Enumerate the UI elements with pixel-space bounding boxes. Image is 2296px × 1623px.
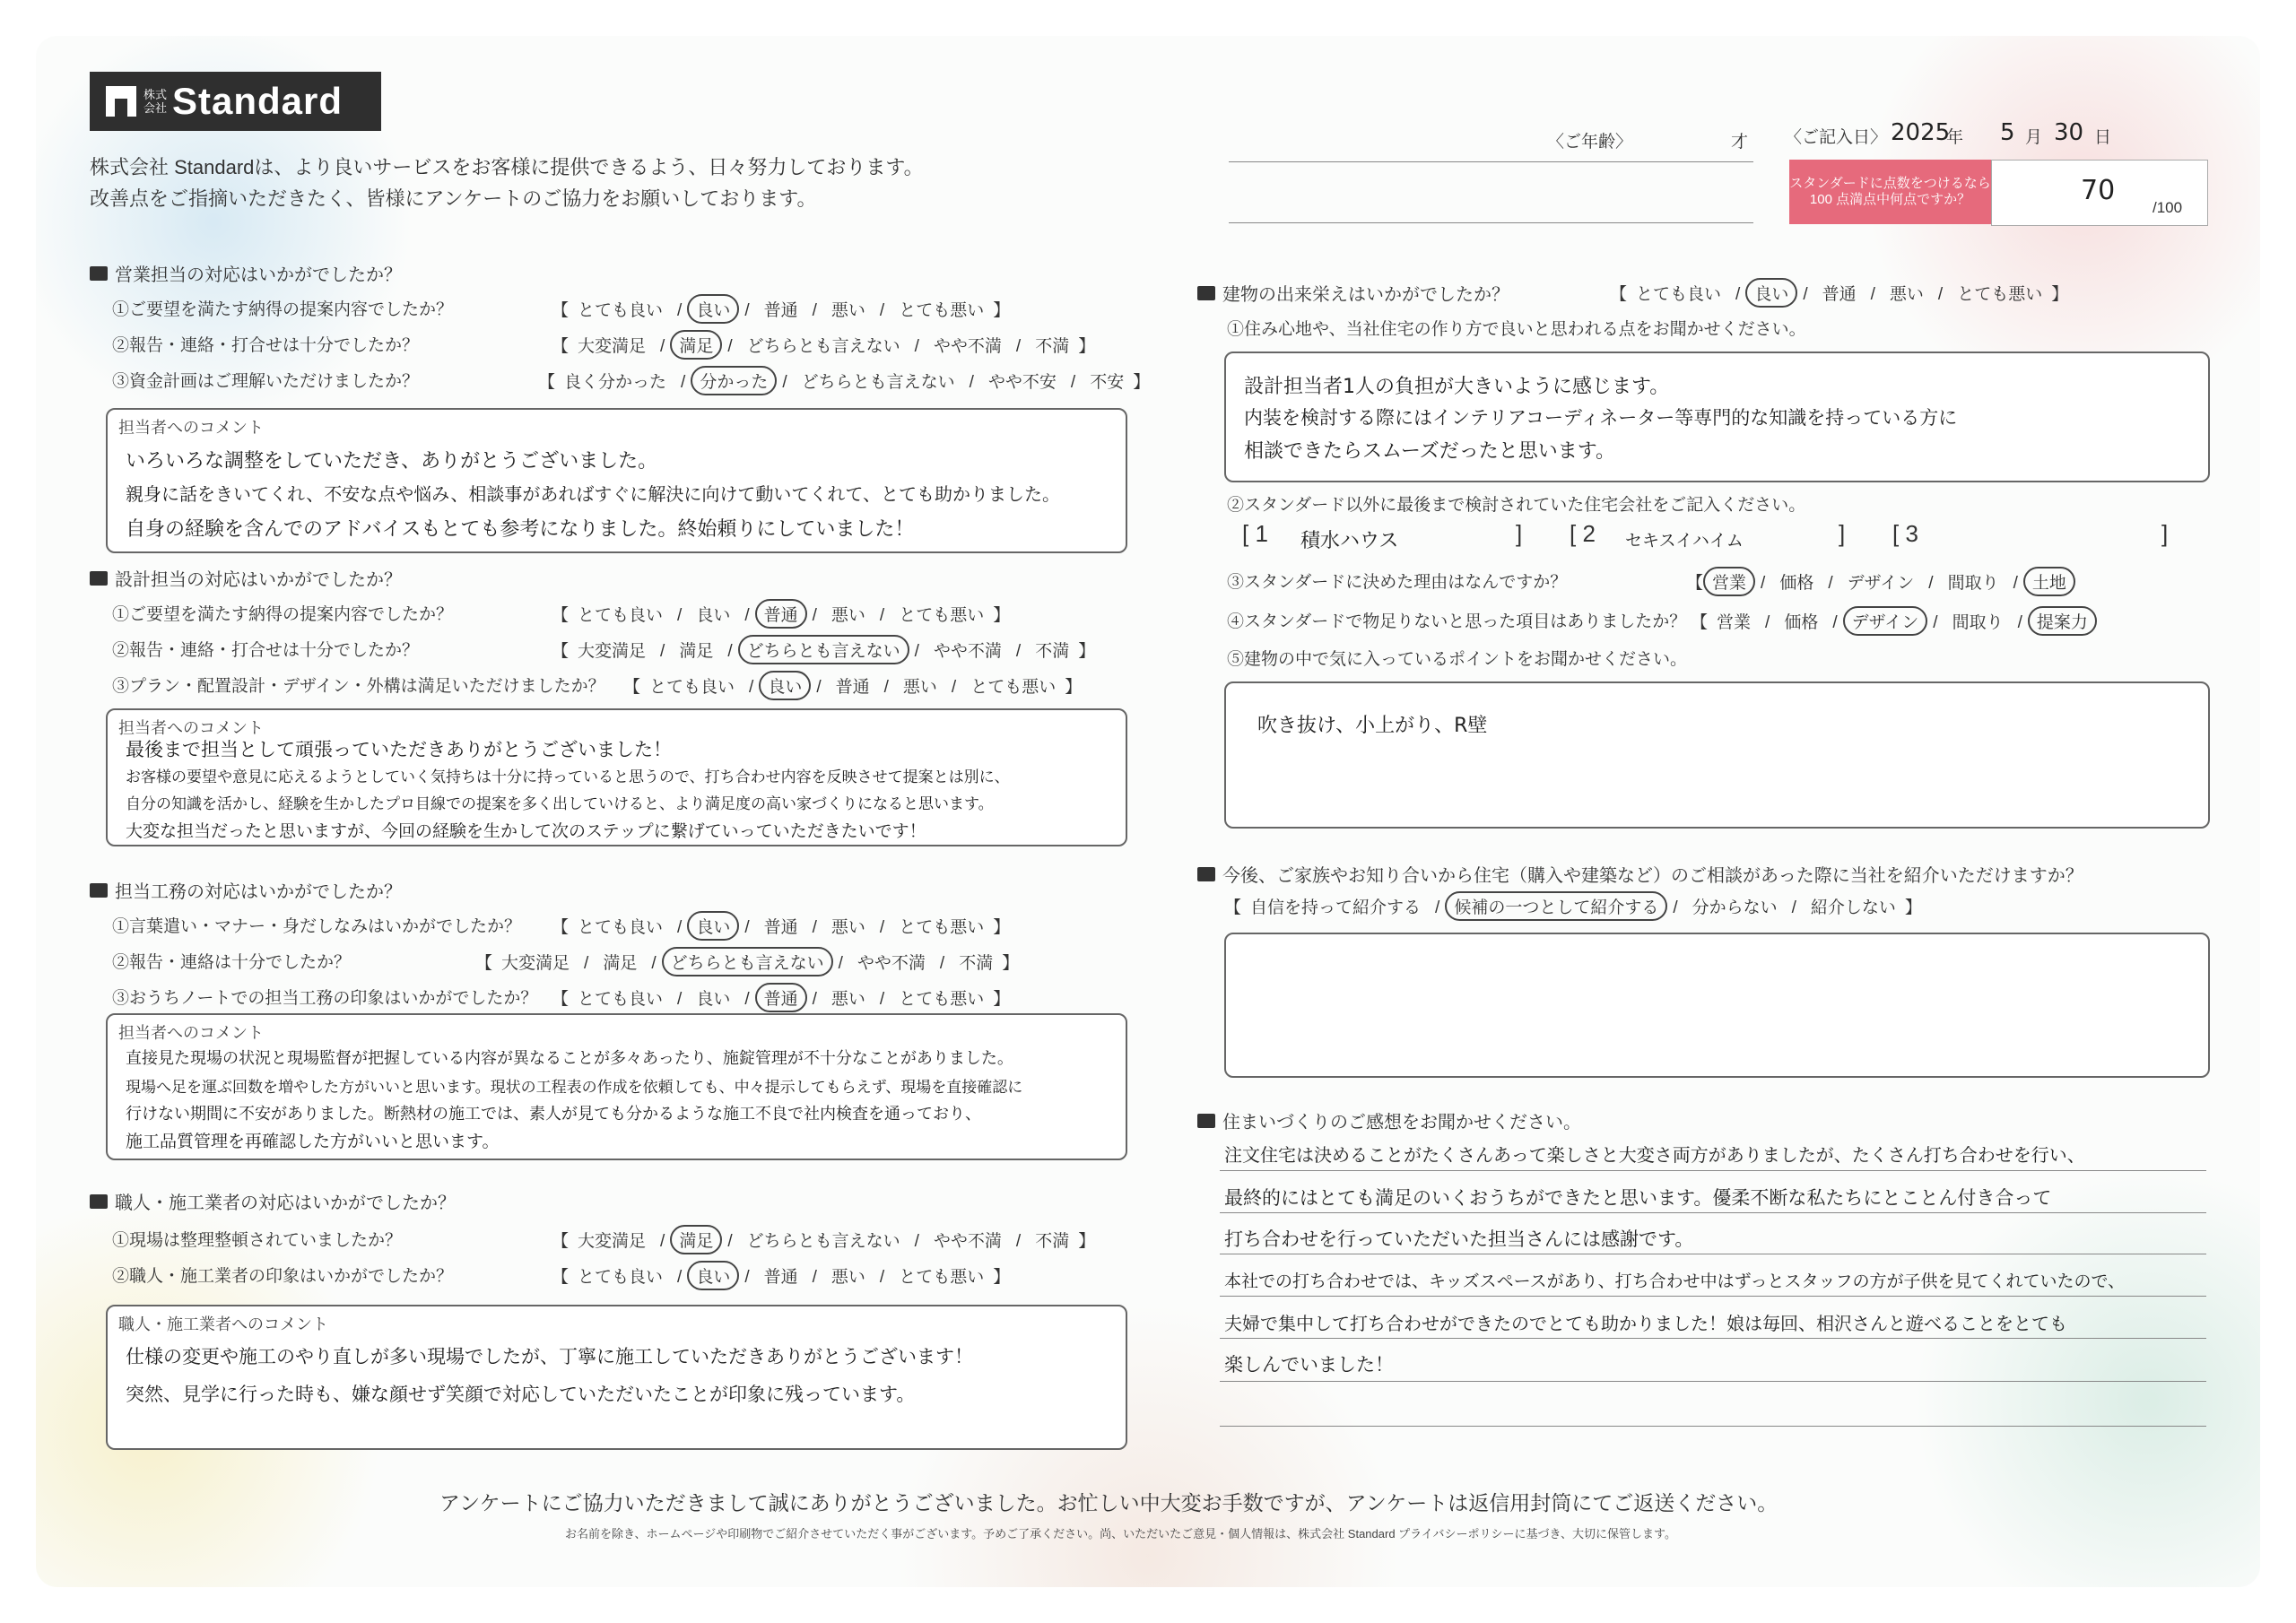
construction-q3: ③おうちノートでの担当工務の印象はいかがでしたか？ <box>112 989 538 1008</box>
age-unit: 才 <box>1731 133 1749 152</box>
impression-line: 本社での打ち合わせでは、キッズスペースがあり、打ち合わせ中はずっとスタッフの方が子供を見てくれていたので、 <box>1224 1271 2126 1291</box>
option-selected[interactable]: 良い <box>1745 278 1797 308</box>
year-unit: 年 <box>1946 128 1964 147</box>
score-prompt: スタンダードに点数をつけるなら 100 点満点中何点ですか？ <box>1789 160 1991 224</box>
option[interactable]: 普通 <box>763 301 798 320</box>
option[interactable]: 大変満足 <box>578 337 647 356</box>
option[interactable]: 普通 <box>835 678 870 697</box>
answer-line: 内装を検討する際にはインテリアコーディネーター等専門的な知識を持っている方に <box>1244 407 1958 429</box>
logo-company-type: 株式会社 <box>144 88 168 115</box>
option-selected[interactable]: どちらとも言えない <box>662 947 833 976</box>
footer-privacy-note: お名前を除き、ホームページや印刷物でご紹介させていただく事がございます。予めご了承ください。尚、いただいたご意見・個人情報は、株式会社 Standard プライバシーポリシーに基づき、大切に保管します。 <box>565 1527 1676 1541</box>
comment-line: 自分の知識を活かし、経験を生かしたプロ目線での提案を多く出していけると、より満足度の高い家づくりになると思います。 <box>126 795 994 813</box>
competitor-2[interactable]: セキスイハイム <box>1625 531 1744 551</box>
construction-q2: ②報告・連絡は十分でしたか？ <box>112 953 352 972</box>
option[interactable]: 大変満足 <box>501 954 570 973</box>
building-q1-answer-box[interactable] <box>1224 352 2210 482</box>
comment-line: 現場へ足を運ぶ回数を増やした方がいいと思います。現状の工程表の作成を依頼しても、中々提示してもらえず、現場を直接確認に <box>126 1079 1023 1097</box>
sales-section-title: 営業担当の対応はいかがでしたか？ <box>90 260 402 286</box>
score-max: /100 <box>2152 199 2183 216</box>
comment-line: 施工品質管理を再確認した方がいいと思います。 <box>126 1132 500 1151</box>
impression-line: 最終的にはとても満足のいくおうちができたと思います。優柔不断な私たちにとことん付き合って <box>1224 1187 2052 1209</box>
option[interactable]: とても悪い <box>1957 285 2043 304</box>
ruled-line <box>1220 1426 2206 1427</box>
option[interactable]: 良い <box>696 606 731 625</box>
house-logo-icon <box>106 86 136 117</box>
option[interactable]: やや不満 <box>933 642 1002 661</box>
ruled-line <box>1220 1212 2206 1213</box>
referral-comment-box[interactable] <box>1224 933 2210 1078</box>
option[interactable]: 悪い <box>831 301 865 320</box>
section-icon <box>90 266 108 281</box>
option[interactable]: やや不満 <box>857 954 926 973</box>
option-selected[interactable]: 候補の一つとして紹介する <box>1445 891 1667 921</box>
comment-label: 担当者へのコメント <box>118 419 264 437</box>
option[interactable]: どちらとも言えない <box>746 337 900 356</box>
sales-q1-options: 【 とても良い / 良い / 普通 / 悪い / とても悪い 】 <box>552 294 1010 324</box>
competitor-3-number: [ 3 <box>1892 520 1918 547</box>
impression-line: 楽しんでいました！ <box>1224 1354 1394 1376</box>
design-q2-options: 【 大変満足 / 満足 / どちらとも言えない / やや不満 / 不満 】 <box>552 635 1095 664</box>
option-selected[interactable]: 普通 <box>755 983 807 1012</box>
building-q3: ③スタンダードに決めた理由はなんですか？ <box>1227 573 1568 592</box>
option[interactable]: 不満 <box>1035 337 1070 356</box>
comment-line: 最後まで担当として頑張っていただきありがとうございました！ <box>126 739 672 760</box>
option[interactable]: 悪い <box>1889 285 1924 304</box>
option[interactable]: とても良い <box>578 990 664 1009</box>
construction-comment-box[interactable] <box>106 1013 1127 1160</box>
design-q1: ①ご要望を満たす納得の提案内容でしたか？ <box>112 605 454 624</box>
option[interactable]: とても良い <box>1636 285 1722 304</box>
design-section-title: 設計担当の対応はいかがでしたか？ <box>90 565 402 591</box>
date-year[interactable]: 2025 <box>1891 119 1951 146</box>
month-unit: 月 <box>2025 128 2043 147</box>
option[interactable]: 価格 <box>1779 574 1814 593</box>
construction-section-title: 担当工務の対応はいかがでしたか？ <box>90 877 402 903</box>
competitor-2-number: [ 2 <box>1570 520 1596 547</box>
comment-line: 自身の経験を含んでのアドバイスもとても参考になりました。終始頼りにしていました！ <box>126 518 915 541</box>
competitor-1[interactable]: 積水ハウス <box>1300 530 1399 552</box>
option[interactable]: 悪い <box>831 990 865 1009</box>
day-unit: 日 <box>2094 128 2112 147</box>
building-q1: ①住み心地や、当社住宅の作り方で良いと思われる点をお聞かせください。 <box>1227 320 1806 339</box>
option[interactable]: 不安 <box>1090 373 1125 392</box>
comment-line: いろいろな調整をしていただき、ありがとうございました。 <box>126 450 658 473</box>
building-q2: ②スタンダード以外に最後まで検討されていた住宅会社をご記入ください。 <box>1227 496 1806 515</box>
bracket-close: ] <box>1839 520 1846 547</box>
option[interactable]: どちらとも言えない <box>746 1232 900 1251</box>
score-value[interactable]: 70 <box>2081 175 2116 206</box>
section-icon <box>90 571 108 586</box>
craftsmen-q2-options: 【 とても良い / 良い / 普通 / 悪い / とても悪い 】 <box>552 1261 1010 1290</box>
sales-q3-options: 【 良く分かった / 分かった / どちらとも言えない / やや不安 / 不安 】 <box>538 366 1150 395</box>
option-selected[interactable]: デザイン <box>1843 606 1928 636</box>
option[interactable]: とても悪い <box>899 990 985 1009</box>
building-q5-answer-box[interactable] <box>1224 681 2210 829</box>
sales-q2: ②報告・連絡・打合せは十分でしたか？ <box>112 336 420 355</box>
option[interactable]: どちらとも言えない <box>801 373 955 392</box>
option-other-selected[interactable]: 土地 <box>2023 567 2075 596</box>
impression-line: 夫婦で集中して打ち合わせができたのでとても助かりました！娘は毎回、相沢さんと遊べることをとても <box>1224 1313 2067 1334</box>
option[interactable]: 間取り <box>1952 613 2004 632</box>
option-selected[interactable]: 普通 <box>755 599 807 629</box>
option[interactable]: 自信を持って紹介する <box>1250 898 1422 917</box>
option[interactable]: 不満 <box>1035 642 1070 661</box>
option[interactable]: 大変満足 <box>578 642 647 661</box>
option[interactable]: やや不安 <box>987 373 1057 392</box>
referral-section-title: 今後、ご家族やお知り合いから住宅（購入や建築など）のご相談があった際に当社を紹介いただけますか？ <box>1197 861 2083 887</box>
logo-brand-name: Standard <box>172 80 344 122</box>
option[interactable]: とても悪い <box>970 678 1057 697</box>
date-day[interactable]: 30 <box>2054 119 2084 146</box>
intro-line-2: 改善点をご指摘いただきたく、皆様にアンケートのご協力をお願いしております。 <box>90 187 817 210</box>
option[interactable]: とても良い <box>649 678 735 697</box>
competitor-1-number: [ 1 <box>1242 520 1268 547</box>
option-selected[interactable]: 営業 <box>1703 567 1755 596</box>
option[interactable]: 不満 <box>1035 1232 1070 1251</box>
name-line <box>1229 222 1753 223</box>
comment-line: 親身に話をきいてくれ、不安な点や悩み、相談事があればすぐに解決に向けて動いてくれて、とても助かりました。 <box>126 483 1060 505</box>
option[interactable]: 分からない <box>1692 898 1778 917</box>
footer-thanks: アンケートにご協力いただきまして誠にありがとうございました。お忙しい中大変お手数ですが、アンケートは返信用封筒にてご返送ください。 <box>439 1491 1779 1515</box>
option-selected[interactable]: 満足 <box>670 1225 722 1254</box>
section-icon <box>90 1194 108 1209</box>
ruled-line <box>1220 1296 2206 1297</box>
option[interactable]: とても悪い <box>899 301 985 320</box>
comment-line: 直接見た現場の状況と現場監督が把握している内容が異なることが多々あったり、施錠管理が不十分なことがありました。 <box>126 1049 1013 1068</box>
design-q3: ③プラン・配置設計・デザイン・外構は満足いただけましたか？ <box>112 677 605 696</box>
comment-label: 職人・施工業者へのコメント <box>118 1315 328 1333</box>
date-month[interactable]: 5 <box>2000 119 2015 146</box>
intro-line-1: 株式会社 Standardは、より良いサービスをお客様に提供できるよう、日々努力しております。 <box>90 156 924 178</box>
building-options: 【 とても良い / 良い / 普通 / 悪い / とても悪い 】 <box>1610 278 2068 308</box>
standard-logo <box>90 72 381 131</box>
option[interactable]: 価格 <box>1784 613 1819 632</box>
option[interactable]: 不満 <box>959 954 994 973</box>
option[interactable]: 営業 <box>1717 613 1752 632</box>
construction-q1: ①言葉遣い・マナー・身だしなみはいかがでしたか？ <box>112 917 522 936</box>
bracket-close: ] <box>1516 520 1523 547</box>
answer-line: 設計担当者1人の負担が大きいように感じます。 <box>1244 376 1670 398</box>
comment-label: 担当者へのコメント <box>118 1024 264 1042</box>
option[interactable]: とても良い <box>578 301 664 320</box>
option-selected[interactable]: 良い <box>687 294 739 324</box>
building-q4-options: 【 営業 / 価格 / デザイン / 間取り / 提案力 <box>1691 606 2097 636</box>
option-selected[interactable]: 良い <box>759 671 811 700</box>
comment-label: 担当者へのコメント <box>118 719 264 737</box>
section-icon <box>90 883 108 898</box>
building-q5: ⑤建物の中で気に入っているポイントをお聞かせください。 <box>1227 650 1688 669</box>
date-label: 〈ご記入日〉 <box>1785 128 1888 147</box>
craftsmen-section-title: 職人・施工業者の対応はいかがでしたか？ <box>90 1188 456 1214</box>
option[interactable]: やや不満 <box>933 1232 1002 1251</box>
section-icon <box>1197 867 1215 881</box>
age-line <box>1229 161 1753 162</box>
option[interactable]: 大変満足 <box>578 1232 647 1251</box>
impression-line: 注文住宅は決めることがたくさんあって楽しさと大変さ両方がありましたが、たくさん打ち合わせを行い、 <box>1224 1144 2085 1166</box>
comment-line: 仕様の変更や施工のやり直しが多い現場でしたが、丁寧に施工していただきありがとうございます！ <box>126 1346 973 1367</box>
craftsmen-comment-box[interactable] <box>106 1305 1127 1450</box>
option-selected[interactable]: 良い <box>687 911 739 941</box>
construction-q1-options: 【 とても良い / 良い / 普通 / 悪い / とても悪い 】 <box>552 911 1010 941</box>
option[interactable]: デザイン <box>1847 574 1915 593</box>
craftsmen-q2: ②職人・施工業者の印象はいかがでしたか？ <box>112 1267 454 1286</box>
construction-q2-options: 【 大変満足 / 満足 / どちらとも言えない / やや不満 / 不満 】 <box>475 947 1019 976</box>
sales-q1: ①ご要望を満たす納得の提案内容でしたか？ <box>112 300 454 319</box>
building-q4: ④スタンダードで物足りないと思った項目はありましたか？ <box>1227 612 1687 631</box>
option[interactable]: 良く分かった <box>564 373 667 392</box>
option-selected[interactable]: 良い <box>687 1261 739 1290</box>
option-selected[interactable]: 満足 <box>670 330 722 360</box>
sales-comment-box[interactable] <box>106 408 1127 553</box>
option[interactable]: 普通 <box>763 918 798 937</box>
comment-line: 行けない期間に不安がありました。断熱材の施工では、素人が見ても分かるような施工不良で社内検査を通っており、 <box>126 1105 981 1124</box>
impression-line: 打ち合わせを行っていただいた担当さんには感謝です。 <box>1224 1228 1694 1250</box>
bracket-close: ] <box>2161 520 2169 547</box>
design-q2: ②報告・連絡・打合せは十分でしたか？ <box>112 641 420 660</box>
section-icon <box>1197 1114 1215 1128</box>
ruled-line <box>1220 1338 2206 1339</box>
building-section-title: 建物の出来栄えはいかがでしたか？ <box>1197 280 1509 306</box>
option[interactable]: とても悪い <box>899 918 985 937</box>
ruled-line <box>1220 1170 2206 1171</box>
craftsmen-q1: ①現場は整理整頓されていましたか？ <box>112 1231 403 1250</box>
option[interactable]: とても良い <box>578 606 664 625</box>
impressions-section-title: 住まいづくりのご感想をお聞かせください。 <box>1197 1107 1581 1133</box>
option[interactable]: とても悪い <box>899 1268 985 1287</box>
option[interactable]: とても良い <box>578 1268 664 1287</box>
option[interactable]: 満足 <box>603 954 638 973</box>
option-selected[interactable]: どちらとも言えない <box>738 635 909 664</box>
option[interactable]: 良い <box>696 990 731 1009</box>
comment-line: 大変な担当だったと思いますが、今回の経験を生かして次のステップに繋げていっていただきたいです！ <box>126 821 926 841</box>
comment-line: お客様の要望や意見に応えるようとしていく気持ちは十分に持っていると思うので、打ち合わせ内容を反映させて提案とは別に、 <box>126 768 1010 786</box>
option[interactable]: 悪い <box>831 1268 865 1287</box>
option[interactable]: 悪い <box>831 606 865 625</box>
option-other-selected[interactable]: 提案力 <box>2028 606 2097 636</box>
option[interactable]: とても良い <box>578 918 664 937</box>
option[interactable]: 普通 <box>763 1268 798 1287</box>
building-q3-options: 【 営業 / 価格 / デザイン / 間取り / 土地 <box>1686 567 2075 596</box>
design-comment-box[interactable] <box>106 708 1127 846</box>
craftsmen-q1-options: 【 大変満足 / 満足 / どちらとも言えない / やや不満 / 不満 】 <box>552 1225 1095 1254</box>
referral-options: 【 自信を持って紹介する / 候補の一つとして紹介する / 分からない / 紹介しない 】 <box>1224 891 1922 921</box>
option-selected[interactable]: 分かった <box>691 366 777 395</box>
age-label: 〈ご年齢〉 <box>1547 133 1633 152</box>
option[interactable]: 間取り <box>1947 574 1999 593</box>
comment-line: 突然、見学に行った時も、嫌な顔せず笑顔で対応していただいたことが印象に残っています。 <box>126 1384 916 1405</box>
option[interactable]: 紹介しない <box>1810 898 1896 917</box>
option[interactable]: やや不満 <box>933 337 1002 356</box>
answer-line: 相談できたらスムーズだったと思います。 <box>1244 440 1616 463</box>
option[interactable]: 普通 <box>1822 285 1857 304</box>
design-q1-options: 【 とても良い / 良い / 普通 / 悪い / とても悪い 】 <box>552 599 1010 629</box>
section-icon <box>1197 286 1215 300</box>
option[interactable]: 悪い <box>831 918 865 937</box>
construction-q3-options: 【 とても良い / 良い / 普通 / 悪い / とても悪い 】 <box>552 983 1010 1012</box>
ruled-line <box>1220 1381 2206 1382</box>
design-q3-options: 【 とても良い / 良い / 普通 / 悪い / とても悪い 】 <box>623 671 1082 700</box>
option[interactable]: 悪い <box>902 678 937 697</box>
option[interactable]: とても悪い <box>899 606 985 625</box>
answer-line: 吹き抜け、小上がり、R壁 <box>1257 715 1488 737</box>
sales-q2-options: 【 大変満足 / 満足 / どちらとも言えない / やや不満 / 不満 】 <box>552 330 1095 360</box>
option[interactable]: 満足 <box>679 642 714 661</box>
sales-q3: ③資金計画はご理解いただけましたか？ <box>112 372 420 391</box>
